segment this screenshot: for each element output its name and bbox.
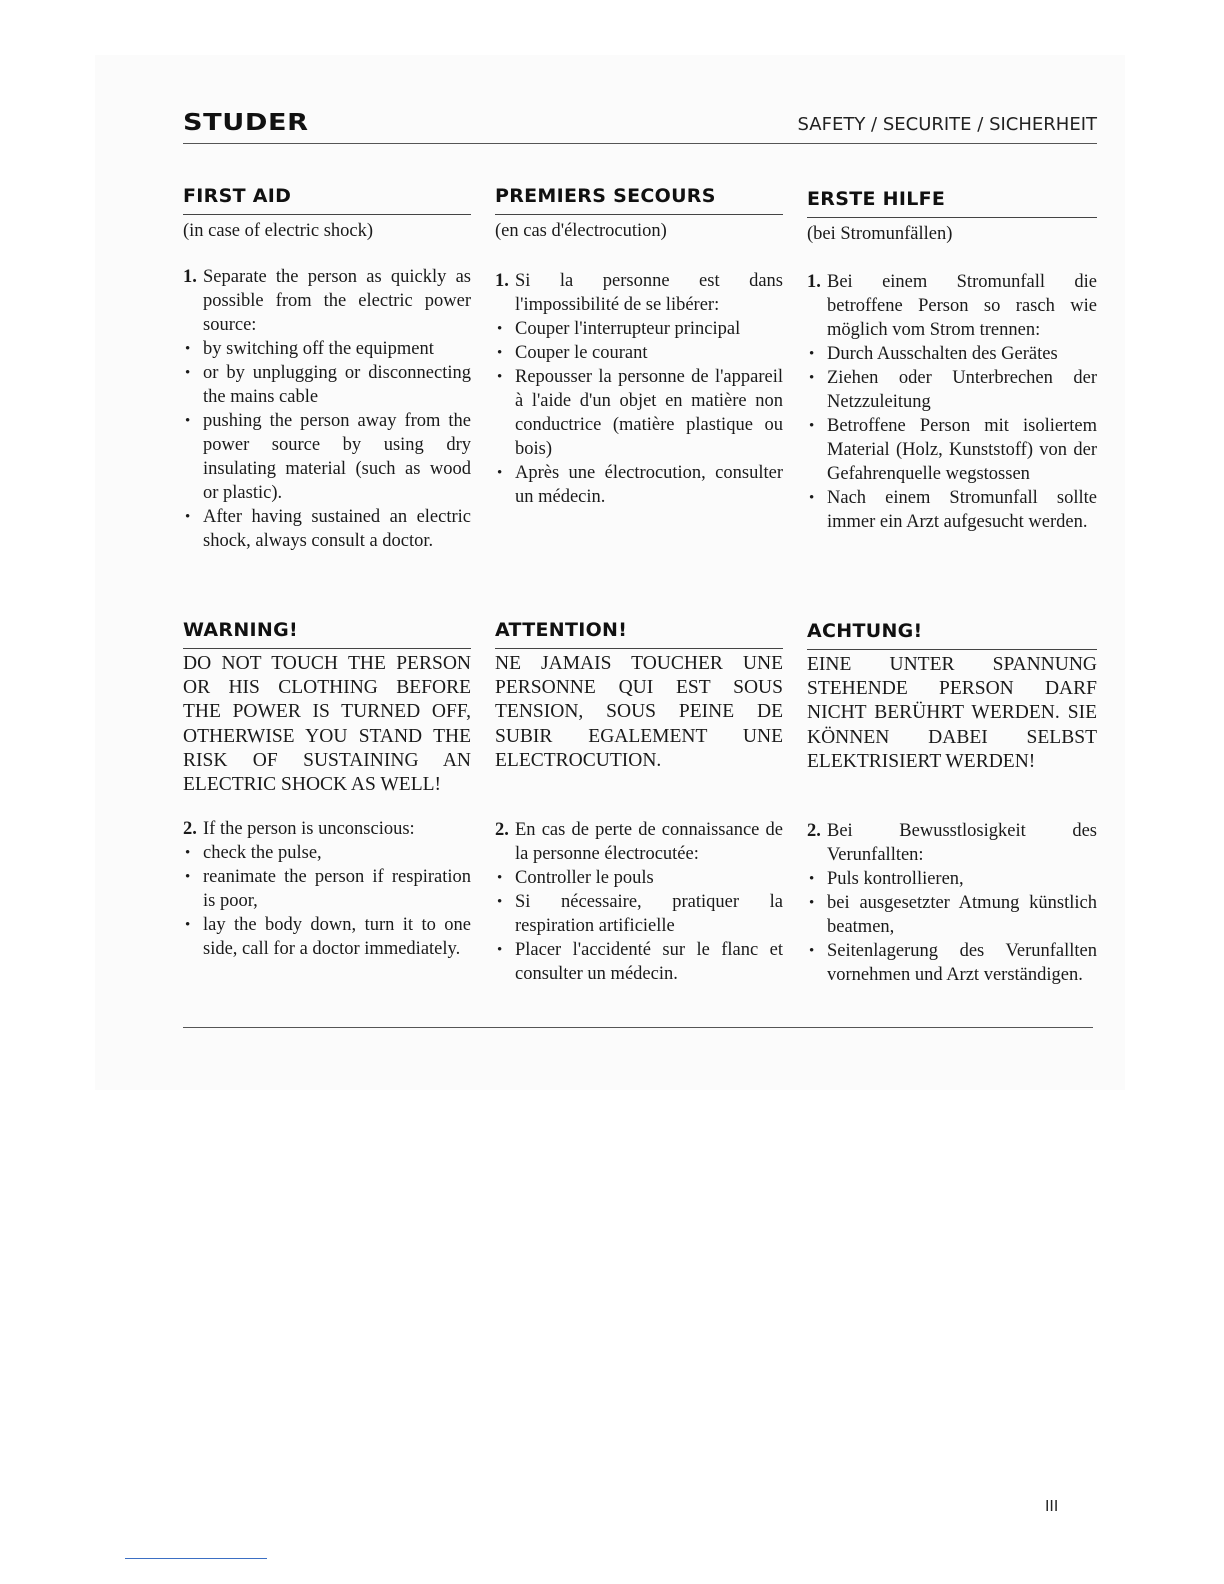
first-aid-title: FIRST AID xyxy=(183,185,471,215)
list-item: • Après une électrocution, consulter un médecin. xyxy=(495,461,783,509)
page-header xyxy=(183,108,1097,144)
first-aid-subtitle: (in case of electric shock) xyxy=(183,221,374,241)
list-item: • Ziehen oder Unterbrechen der Netzzuleitung xyxy=(807,366,1097,414)
step-1-intro xyxy=(807,270,1097,342)
header-title: SAFETY / SECURITE / SICHERHEIT xyxy=(797,114,1097,135)
header-divider xyxy=(183,143,1097,144)
list-item: • Seitenlagerung des Verunfallten vornehmen und Arzt verständigen. xyxy=(807,939,1097,987)
step-2-intro xyxy=(183,817,471,841)
step-2 xyxy=(495,818,783,986)
warning-title: WARNING! xyxy=(183,619,471,649)
list-item: • Placer l'accidenté sur le flanc et consulter un médecin. xyxy=(495,938,783,986)
step-1-list xyxy=(183,337,471,553)
list-item: • After having sustained an electric shock, always consult a doctor. xyxy=(183,505,471,553)
step-number: 2. xyxy=(183,819,197,839)
first-aid-title: ERSTE HILFE xyxy=(807,188,1097,218)
step-text: Bei Bewusstlosigkeit des Verunfallten: xyxy=(827,821,1097,865)
step-2 xyxy=(183,817,471,961)
list-item: • Couper l'interrupteur principal xyxy=(495,317,783,341)
step-1 xyxy=(807,270,1097,534)
step-number: 1. xyxy=(807,272,821,292)
warning-title: ACHTUNG! xyxy=(807,620,1097,650)
list-item: • Betroffene Person mit isoliertem Material (Holz, Kunststoff) von der Gefahrenquelle wegstossen xyxy=(807,414,1097,486)
footer-divider xyxy=(183,1027,1093,1028)
warning-text: EINE UNTER SPANNUNG STEHENDE PERSON DARF NICHT BERÜHRT WERDEN. SIE KÖNNEN DABEI SELBST ELEKTRISIERT WERDEN! xyxy=(807,654,1097,772)
step-2-list xyxy=(183,841,471,961)
step-1-intro xyxy=(495,269,783,317)
step-1 xyxy=(495,269,783,509)
list-item: • Si nécessaire, pratiquer la respiration artificielle xyxy=(495,890,783,938)
list-item: • by switching off the equipment xyxy=(183,337,471,361)
step-2-list xyxy=(495,866,783,986)
list-item: • Controller le pouls xyxy=(495,866,783,890)
list-item: • check the pulse, xyxy=(183,841,471,865)
warning-title: ATTENTION! xyxy=(495,619,783,649)
list-item: • Couper le courant xyxy=(495,341,783,365)
page-number: III xyxy=(1045,1497,1059,1515)
step-2-list xyxy=(807,867,1097,987)
step-1-list xyxy=(807,342,1097,534)
first-aid-subtitle: (bei Stromunfällen) xyxy=(807,224,953,244)
step-1 xyxy=(183,265,471,553)
list-item: • lay the body down, turn it to one side, call for a doctor immediately. xyxy=(183,913,471,961)
first-aid-subtitle: (en cas d'électrocution) xyxy=(495,221,667,241)
warning-block xyxy=(807,620,1097,774)
list-item: • or by unplugging or disconnecting the mains cable xyxy=(183,361,471,409)
list-item: • pushing the person away from the power source by using dry insulating material (such as wood or plastic). xyxy=(183,409,471,505)
warning-block xyxy=(183,619,471,797)
step-text: If the person is unconscious: xyxy=(203,819,415,839)
list-item: • Nach einem Stromunfall sollte immer ein Arzt aufgesucht werden. xyxy=(807,486,1097,534)
step-number: 2. xyxy=(495,820,509,840)
step-number: 1. xyxy=(495,271,509,291)
step-text: Separate the person as quickly as possible from the electric power source: xyxy=(203,267,471,335)
step-1-list xyxy=(495,317,783,509)
step-text: Bei einem Stromunfall die betroffene Person so rasch wie möglich vom Strom trennen: xyxy=(827,272,1097,340)
list-item: • Durch Ausschalten des Gerätes xyxy=(807,342,1097,366)
list-item: • Puls kontrollieren, xyxy=(807,867,1097,891)
step-2-intro xyxy=(495,818,783,866)
step-text: Si la personne est dans l'impossibilité de se libérer: xyxy=(515,271,783,315)
step-number: 2. xyxy=(807,821,821,841)
step-text: En cas de perte de connaissance de la personne électrocutée: xyxy=(515,820,783,864)
first-aid-title: PREMIERS SECOURS xyxy=(495,185,783,215)
step-2-intro xyxy=(807,819,1097,867)
step-number: 1. xyxy=(183,267,197,287)
warning-block xyxy=(495,619,783,773)
studer-logo: STUDER xyxy=(183,110,309,136)
step-2 xyxy=(807,819,1097,987)
footer-link-underline xyxy=(125,1558,267,1559)
list-item: • Repousser la personne de l'appareil à l'aide d'un objet en matière non conductrice (matière plastique ou bois) xyxy=(495,365,783,461)
warning-text: DO NOT TOUCH THE PERSON OR HIS CLOTHING BEFORE THE POWER IS TURNED OFF, OTHERWISE YOU STAND THE RISK OF SUSTAINING AN ELECTRIC SHOCK AS WELL! xyxy=(183,653,471,796)
list-item: • reanimate the person if respiration is poor, xyxy=(183,865,471,913)
list-item: • bei ausgesetzter Atmung künstlich beatmen, xyxy=(807,891,1097,939)
step-1-intro xyxy=(183,265,471,337)
warning-text: NE JAMAIS TOUCHER UNE PERSONNE QUI EST SOUS TENSION, SOUS PEINE DE SUBIR EGALEMENT UNE ELECTROCUTION. xyxy=(495,653,783,771)
